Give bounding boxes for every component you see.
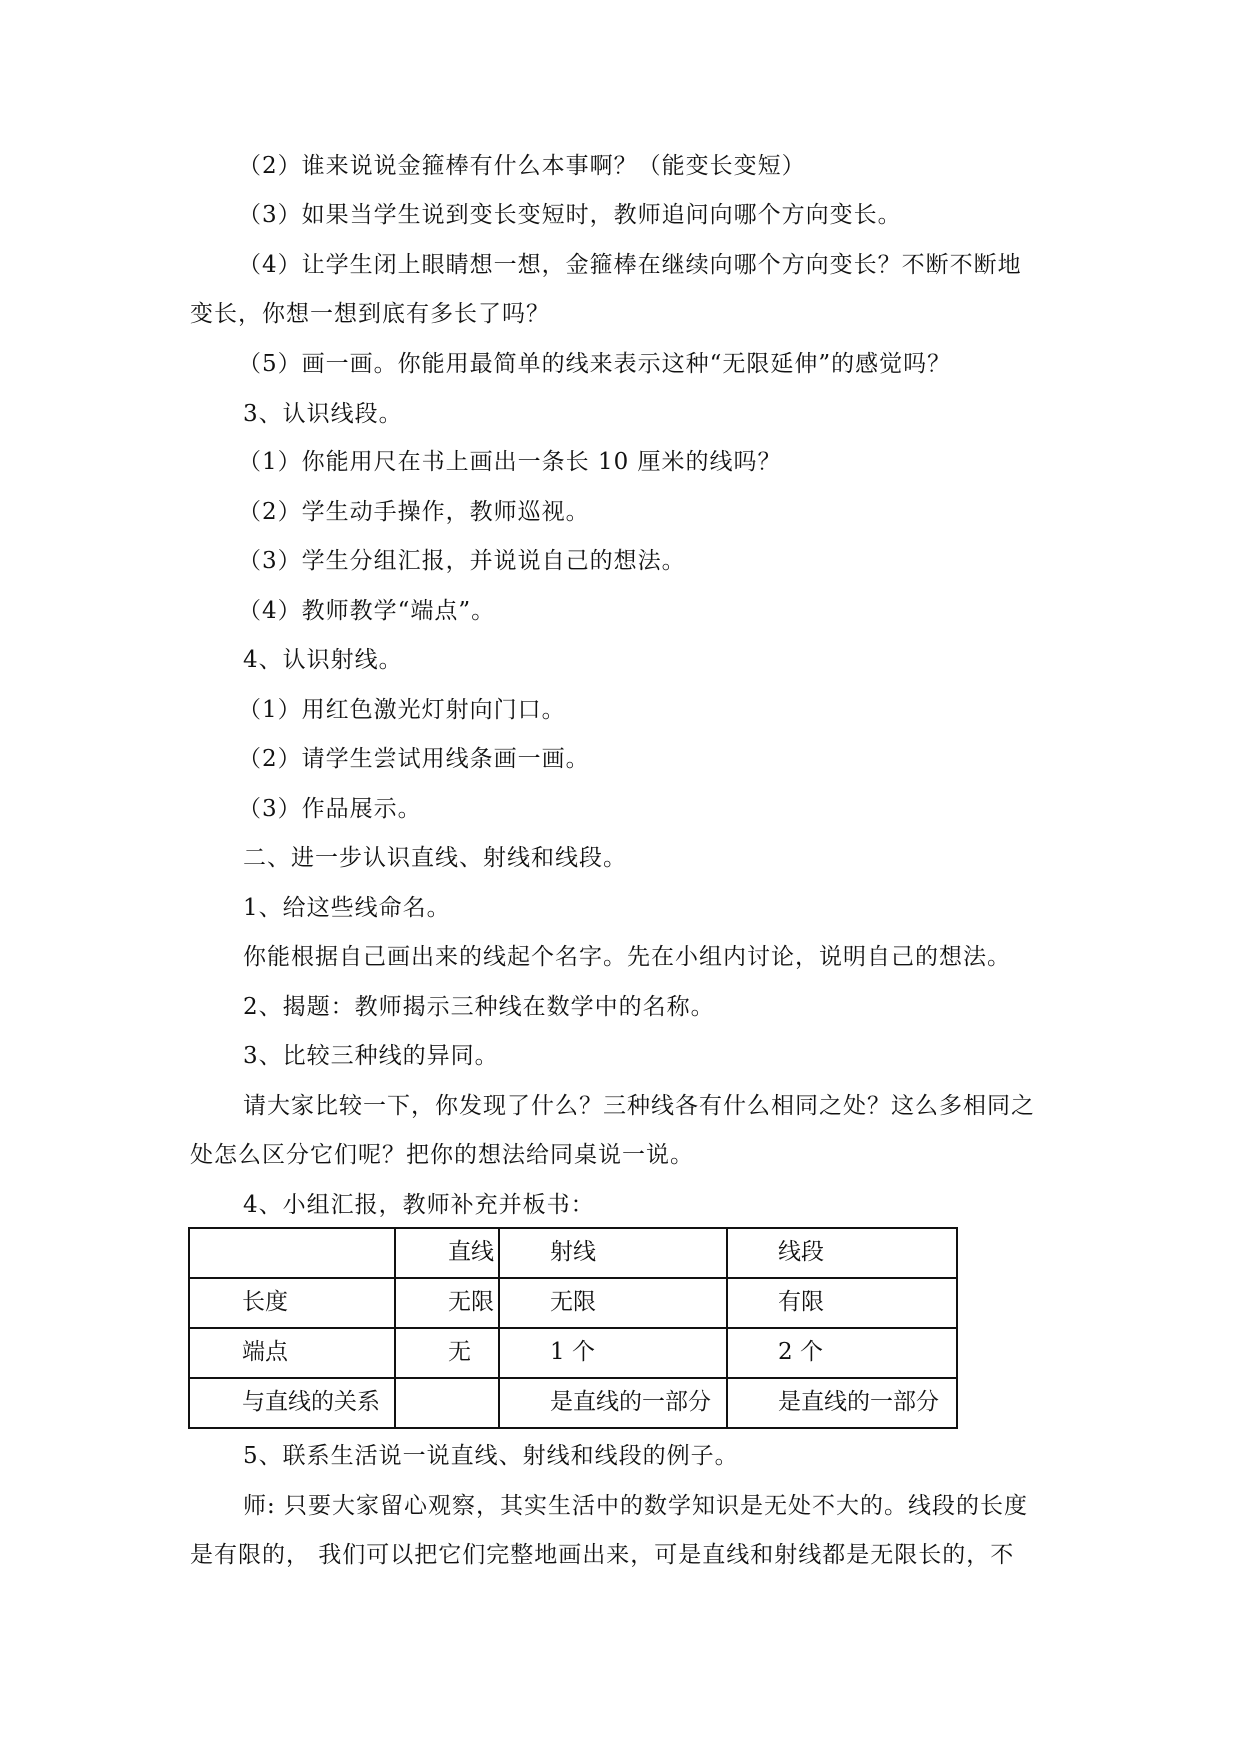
paragraph: （1）你能用尺在书上画出一条长 10 厘米的线吗？ [238,449,782,475]
paragraph: 是有限的， 我们可以把它们完整地画出来，可是直线和射线都是无限长的，不 [190,1542,1015,1568]
table-cell [395,1378,499,1428]
table-cell: 有限 [727,1278,957,1328]
paragraph: 处怎么区分它们呢？把你的想法给同桌说一说。 [190,1142,694,1168]
table-header-cell: 直线 [395,1228,499,1278]
paragraph: （3）学生分组汇报，并说说自己的想法。 [238,548,686,574]
paragraph: 师: 只要大家留心观察，其实生活中的数学知识是无处不大的。线段的长度 [243,1493,1029,1519]
table-cell: 是直线的一部分 [727,1378,957,1428]
table-header-cell [189,1228,395,1278]
paragraph: （3）作品展示。 [238,796,422,822]
section-heading: 二、进一步认识直线、射线和线段。 [243,845,627,871]
table-row [189,1378,957,1428]
section-heading: 3、比较三种线的异同。 [243,1043,499,1069]
paragraph: 你能根据自己画出来的线起个名字。先在小组内讨论，说明自己的想法。 [243,944,1011,970]
table-cell: 1 个 [499,1328,727,1378]
table-header-cell: 线段 [727,1228,957,1278]
table-header-row [189,1228,957,1278]
table-row [189,1328,957,1378]
table-cell: 端点 [189,1328,395,1378]
table-cell: 无限 [499,1278,727,1328]
section-heading: 5、联系生活说一说直线、射线和线段的例子。 [243,1443,739,1469]
paragraph: （4）教师教学“端点”。 [238,598,496,624]
table-row [189,1278,957,1328]
paragraph: 变长，你想一想到底有多长了吗？ [190,301,550,327]
paragraph: （2）谁来说说金箍棒有什么本事啊？（能变长变短） [238,153,806,179]
section-heading: 4、小组汇报，教师补充并板书： [243,1192,595,1218]
table-cell: 与直线的关系 [189,1378,395,1428]
table-cell: 长度 [189,1278,395,1328]
paragraph: （3）如果当学生说到变长变短时，教师追问向哪个方向变长。 [238,202,902,228]
comparison-table [188,1227,958,1429]
paragraph: （4）让学生闭上眼睛想一想，金箍棒在继续向哪个方向变长？不断不断地 [238,252,1022,278]
table-cell: 是直线的一部分 [499,1378,727,1428]
section-heading: 4、认识射线。 [243,647,403,673]
paragraph: （2）学生动手操作，教师巡视。 [238,499,590,525]
table-header-cell: 射线 [499,1228,727,1278]
paragraph: 请大家比较一下，你发现了什么？三种线各有什么相同之处？这么多相同之 [243,1093,1035,1119]
paragraph: （5）画一画。你能用最简单的线来表示这种“无限延伸”的感觉吗？ [238,351,952,377]
paragraph: （2）请学生尝试用线条画一画。 [238,746,590,772]
paragraph: （1）用红色激光灯射向门口。 [238,697,566,723]
table-cell: 无限 [395,1278,499,1328]
section-heading: 3、认识线段。 [243,401,403,427]
table-cell: 无 [395,1328,499,1378]
table-cell: 2 个 [727,1328,957,1378]
section-heading: 2、揭题：教师揭示三种线在数学中的名称。 [243,994,715,1020]
section-heading: 1、给这些线命名。 [243,895,451,921]
